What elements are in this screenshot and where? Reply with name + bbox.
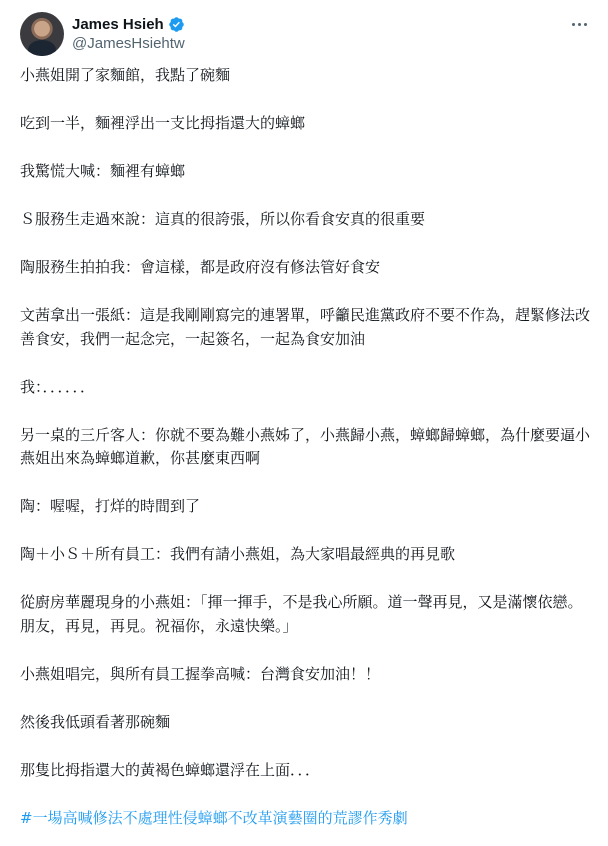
tweet-body	[20, 64, 592, 830]
name-row	[72, 14, 185, 34]
tweet-paragraph: 陶服務生拍拍我：會這樣，都是政府沒有修法管好食安	[20, 258, 381, 276]
tweet-paragraph: 我：．．．．．．	[20, 377, 96, 396]
author-handle[interactable]: @JamesHsiehtw	[72, 35, 185, 52]
tweet-paragraph: 然後我低頭看著那碗麵	[20, 712, 171, 731]
tweet-paragraph: 小燕姐開了家麵館，我點了碗麵	[20, 66, 231, 84]
tweet-paragraph: 從廚房華麗現身的小燕姐：「揮一揮手，不是我心所願。道一聲再見，又是滿懷依戀。朋友，再見，再見。祝福你，永遠快樂。」	[20, 593, 583, 635]
tweet-paragraph: 吃到一半，麵裡浮出一支比拇指還大的蟑螂	[20, 114, 306, 132]
verified-badge-icon	[168, 16, 185, 33]
tweet-header	[20, 12, 590, 56]
hashtag-link[interactable]: #一場高喊修法不處理性侵蟑螂不改革演藝圈的荒謬作秀劇	[20, 808, 408, 827]
author-display-name[interactable]: James Hsieh	[72, 15, 164, 33]
tweet-paragraph: 小燕姐唱完，與所有員工握拳高喊：台灣食安加油！！	[20, 664, 381, 683]
tweet-paragraph: 陶：喔喔，打烊的時間到了	[20, 497, 201, 515]
tweet-paragraph: 我驚慌大喊：麵裡有蟑螂	[20, 162, 186, 180]
tweet-paragraph: 另一桌的三斤客人：你就不要為難小燕姊了，小燕歸小燕，蟑螂歸蟑螂，為什麼要逼小燕姐出來為蟑螂道歉，你甚麼東西啊	[20, 425, 591, 467]
tweet-paragraph: 陶＋小Ｓ＋所有員工：我們有請小燕姐，為大家唱最經典的再見歌	[20, 545, 456, 563]
more-options-icon[interactable]	[568, 14, 590, 34]
tweet-paragraph: Ｓ服務生走過來說：這真的很誇張，所以你看食安真的很重要	[20, 210, 426, 228]
tweet-paragraph: 文茜拿出一張紙：這是我剛剛寫完的連署單，呼籲民進黨政府不要不作為，趕緊修法改善食安，我們一起念完，一起簽名，一起為食安加油	[20, 306, 591, 348]
avatar[interactable]	[20, 12, 64, 56]
tweet-paragraph: 那隻比拇指還大的黃褐色蟑螂還浮在上面．．．	[20, 760, 321, 779]
